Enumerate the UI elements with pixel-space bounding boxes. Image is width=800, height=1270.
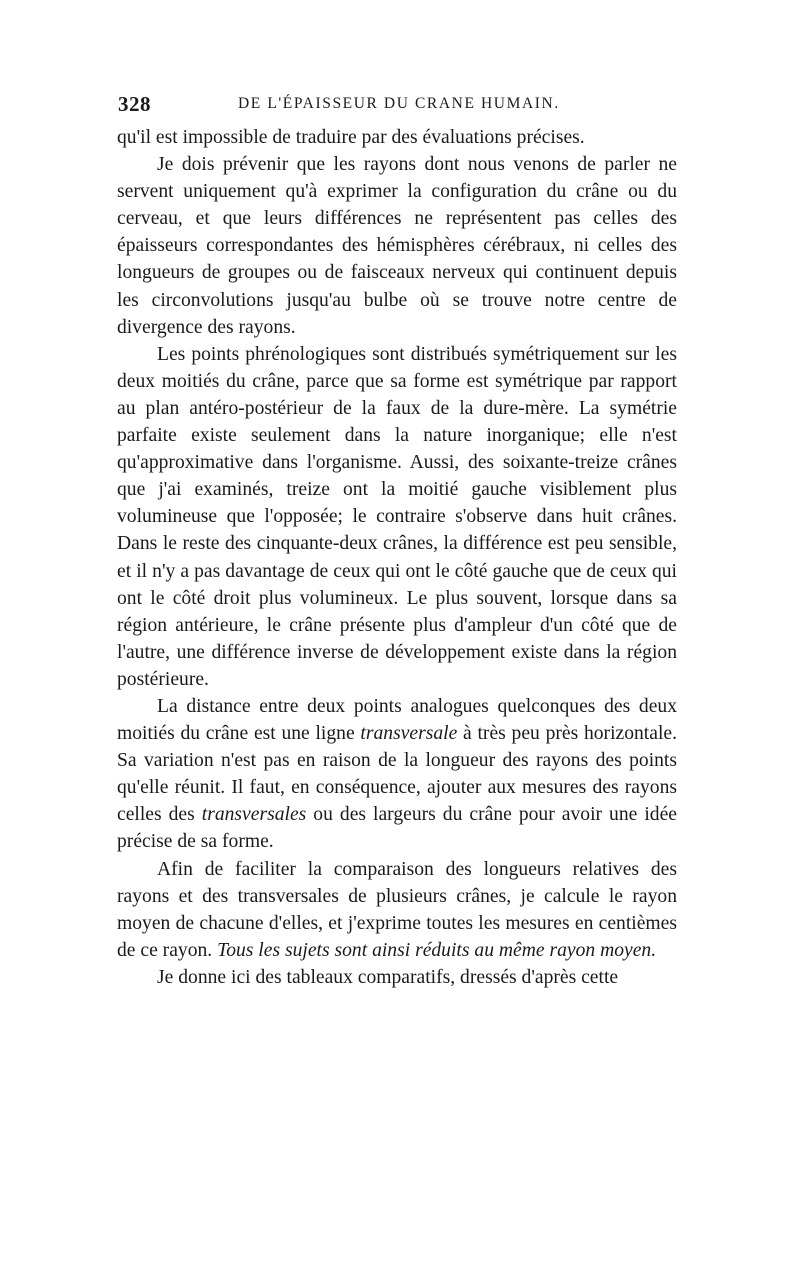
page-number: 328 [118, 92, 151, 116]
paragraph [117, 151, 677, 341]
paragraph [117, 693, 677, 856]
italic-text: Tous les sujets sont ainsi réduits au même rayon moyen. [217, 939, 657, 961]
running-title: DE L'ÉPAISSEUR DU CRANE HUMAIN. [238, 95, 560, 112]
text-run: Je dois prévenir que les rayons dont nous venons de parler ne servent uniquement qu'à exprimer la configuration du crâne ou du cerveau, et que leurs différences ne représentent pas celles des épaisseurs correspondantes des hémisphères cérébraux, ni celles des longueurs de groupes ou de faisceaux nerveux qui continuent depuis les circonvolutions jusqu'au bulbe où se trouve notre centre de divergence des rayons. [117, 154, 677, 338]
text-run: Les points phrénologiques sont distribués symétriquement sur les deux moitiés du crâne, parce que sa forme est symétrique par rapport au plan antéro-postérieur de la faux de la dure-mère. La symétrie parfaite existe seulement dans la nature inorganique; elle n'est qu'approximative dans l'organisme. Aussi, des soixante-treize crânes que j'ai examinés, treize ont la moitié gauche visiblement plus volumineuse que l'opposée; le contraire s'observe dans huit crânes. Dans le reste des cinquante-deux crânes, la différence est peu sensible, et il n'y a pas davantage de ceux qui ont le côté gauche que de ceux qui ont le côté droit plus volumineux. Le plus souvent, lorsque dans sa région antérieure, le crâne présente plus d'ampleur d'un côté que de l'autre, une différence inverse de développement existe dans la région postérieure. [117, 343, 677, 690]
italic-text: transversale [360, 723, 458, 745]
paragraph [117, 124, 677, 151]
text-run: Je donne ici des tableaux comparatifs, dressés d'après cette [157, 966, 619, 988]
page-header [118, 92, 678, 118]
text-run: ou des largeurs du crâne pour avoir une idée précise de sa forme. [117, 804, 677, 853]
text-run: Afin de faciliter la comparaison des longueurs relatives des rayons et des transversales de plusieurs crânes, je calcule le rayon moyen de chacune d'elles, et j'exprime toutes les mesures en centièmes de ce rayon. [117, 858, 677, 961]
text-run: La distance entre deux points analogues quelconques des deux moitiés du crâne est une ligne [117, 695, 677, 745]
paragraph [117, 964, 677, 991]
body-text [117, 124, 677, 991]
text-run: à très peu près horizontale. Sa variation n'est pas en raison de la longueur des rayons des points qu'elle réunit. Il faut, en conséquence, ajouter aux mesures des rayons celles des [117, 723, 677, 826]
paragraph [117, 341, 677, 693]
text-run: qu'il est impossible de traduire par des évaluations précises. [117, 127, 585, 148]
italic-text: transversales [201, 804, 307, 826]
paragraph [117, 856, 677, 964]
